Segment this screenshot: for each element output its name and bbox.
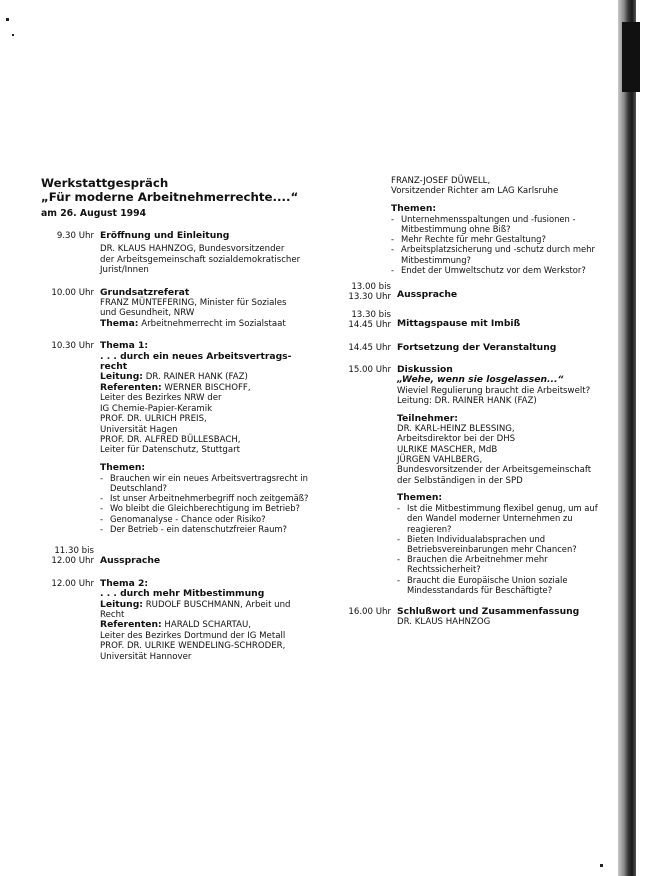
speaker-line: Bundesvorsitzender der Arbeitsgemeinschaft bbox=[397, 465, 592, 476]
speaker-line: Vorsitzender Richter am LAG Karlsruhe bbox=[391, 186, 559, 197]
agenda-item-diskussion bbox=[338, 365, 608, 595]
agenda-time: 11.30 bis bbox=[54, 545, 94, 556]
leitung-label: Leitung: bbox=[100, 371, 143, 383]
agenda-heading: Aussprache bbox=[397, 289, 458, 301]
agenda-time: 12.00 Uhr bbox=[51, 556, 94, 567]
event-date: am 26. August 1994 bbox=[41, 208, 147, 219]
speaker-line: PROF. DR. ALFRED BÜLLESBACH, bbox=[100, 434, 241, 445]
leitung-label: Leitung: bbox=[100, 598, 143, 610]
agenda-time: 12.00 Uhr bbox=[51, 578, 94, 589]
agenda-subheading: recht bbox=[100, 361, 128, 373]
agenda-time: 13.30 Uhr bbox=[348, 292, 391, 303]
agenda-subheading: . . . durch mehr Mitbestimmung bbox=[100, 588, 265, 600]
agenda-time: 16.00 Uhr bbox=[348, 606, 391, 617]
themen-heading: Themen: bbox=[100, 461, 146, 473]
list-item: - Arbeitsplatzsicherung und -schutz durch mehr Mitbestimmung? bbox=[391, 244, 608, 264]
agenda-time: 10.00 Uhr bbox=[51, 287, 94, 298]
scan-speck bbox=[6, 18, 9, 21]
left-column bbox=[41, 176, 331, 662]
list-item: - Braucht die Europäische Union soziale Mindesstandards für Beschäftigte? bbox=[397, 575, 608, 595]
agenda-item-fortsetzung bbox=[338, 343, 608, 353]
agenda-time: 15.00 Uhr bbox=[348, 365, 391, 376]
thema-line bbox=[100, 319, 331, 329]
list-item: - Brauchen wir ein neues Arbeitsvertragsrecht in Deutschland? bbox=[100, 473, 331, 493]
speaker-line: und Gesundheit, NRW bbox=[100, 308, 195, 319]
speaker-line: Leiter für Datenschutz, Stuttgart bbox=[100, 445, 241, 456]
agenda-item-thema-2 bbox=[41, 579, 331, 662]
referenten-line bbox=[100, 383, 331, 393]
list-item: - Wo bleibt die Gleichberechtigung im Betrieb? bbox=[100, 503, 331, 513]
agenda-heading: Diskussion bbox=[397, 364, 453, 376]
agenda-time: 13.00 bis bbox=[351, 282, 391, 293]
themen-heading: Themen: bbox=[391, 202, 437, 214]
list-item: - Ist unser Arbeitnehmerbegriff noch zeitgemäß? bbox=[100, 493, 331, 503]
agenda-time: 9.30 Uhr bbox=[56, 231, 94, 241]
title-line-1: Werkstattgespräch bbox=[41, 176, 169, 190]
agenda-heading: Mittagspause mit Imbiß bbox=[397, 317, 521, 329]
continued-block bbox=[338, 176, 608, 275]
referenten-label: Referenten: bbox=[100, 381, 162, 393]
agenda-heading: Grundsatzreferat bbox=[100, 286, 190, 298]
agenda-heading: Aussprache bbox=[100, 554, 161, 566]
speaker-line: ULRIKE MASCHER, MdB bbox=[397, 444, 498, 455]
referenten-line bbox=[100, 620, 331, 630]
scan-speck bbox=[600, 864, 603, 867]
speaker-line: Arbeitsdirektor bei der DHS bbox=[397, 434, 516, 445]
title-line-2: „Für moderne Arbeitnehmerrechte....“ bbox=[41, 190, 299, 204]
speaker-line: der Selbständigen in der SPD bbox=[397, 475, 523, 486]
list-item: - Endet der Umweltschutz vor dem Werkstor? bbox=[391, 265, 608, 275]
speaker-line: DR. KLAUS HAHNZOG, Bundesvorsitzender bbox=[100, 244, 285, 255]
agenda-item-grundsatzreferat bbox=[41, 288, 331, 330]
agenda-item-mittagspause bbox=[338, 310, 608, 331]
agenda-item-aussprache-1 bbox=[41, 546, 331, 567]
speaker-line: Leiter des Bezirkes Dortmund der IG Metall bbox=[100, 630, 286, 641]
list-item: - Ist die Mitbestimmung flexibel genug, um auf den Wandel moderner Unternehmen zu reagieren? bbox=[397, 503, 608, 534]
right-column bbox=[338, 176, 608, 628]
list-item: - Mehr Rechte für mehr Gestaltung? bbox=[391, 234, 608, 244]
speaker-line: Leiter des Bezirkes NRW der bbox=[100, 393, 222, 404]
speaker-line: DR. KARL-HEINZ BLESSING, bbox=[397, 423, 515, 434]
agenda-item-aussprache-2 bbox=[338, 282, 608, 303]
agenda-item-schlusswort bbox=[338, 607, 608, 628]
agenda-time: 14.45 Uhr bbox=[348, 320, 391, 331]
list-item: - Unternehmensspaltungen und -fusionen - Mitbestimmung ohne Biß? bbox=[391, 214, 608, 234]
thema-text: Arbeitnehmerrecht im Sozialstaat bbox=[141, 318, 286, 329]
leitung-line bbox=[100, 600, 331, 610]
speaker-line: Universität Hannover bbox=[100, 651, 192, 662]
referent-name: HARALD SCHARTAU, bbox=[164, 620, 252, 631]
scan-edge-mark bbox=[622, 22, 640, 92]
list-item: - Genomanalyse - Chance oder Risiko? bbox=[100, 514, 331, 524]
themen-list bbox=[100, 473, 331, 534]
leitung-line: Leitung: DR. RAINER HANK (FAZ) bbox=[397, 396, 537, 407]
thema-label: Thema: bbox=[100, 317, 139, 329]
agenda-item-thema-1 bbox=[41, 341, 331, 534]
speaker-line: PROF. DR. ULRICH PREIS, bbox=[100, 414, 207, 425]
speaker-line: Jurist/Innen bbox=[100, 265, 149, 276]
agenda-heading: Fortsetzung der Veranstaltung bbox=[397, 341, 557, 353]
speaker-line: IG Chemie-Papier-Keramik bbox=[100, 403, 213, 414]
themen-list bbox=[397, 503, 608, 595]
discussion-line: Wieviel Regulierung braucht die Arbeitswelt? bbox=[397, 385, 591, 396]
agenda-time: 13.30 bis bbox=[351, 309, 391, 320]
agenda-time: 10.30 Uhr bbox=[51, 341, 94, 352]
speaker-line: PROF. DR. ULRIKE WENDELING-SCHRODER, bbox=[100, 641, 286, 652]
agenda-heading: Schlußwort und Zusammenfassung bbox=[397, 605, 580, 617]
agenda-item-eroeffnung bbox=[41, 231, 331, 276]
discussion-quote: „Wehe, wenn sie losgelassen...“ bbox=[397, 374, 564, 386]
speaker-line: Recht bbox=[100, 609, 125, 620]
agenda-heading: Thema 2: bbox=[100, 577, 149, 589]
speaker-line: FRANZ MÜNTEFERING, Minister für Soziales bbox=[100, 298, 287, 309]
speaker-line: FRANZ-JOSEF DÜWELL, bbox=[391, 176, 491, 186]
scan-edge-shadow bbox=[618, 0, 636, 876]
list-item: - Der Betrieb - ein datenschutzfreier Raum? bbox=[100, 524, 331, 534]
speaker-line: JÜRGEN VAHLBERG, bbox=[397, 454, 483, 465]
speaker-line: der Arbeitsgemeinschaft sozialdemokratischer bbox=[100, 254, 301, 265]
themen-heading: Themen: bbox=[397, 492, 443, 504]
list-item: - Brauchen die Arbeitnehmer mehr Rechtssicherheit? bbox=[397, 554, 608, 574]
agenda-time: 14.45 Uhr bbox=[348, 342, 391, 353]
agenda-heading: Thema 1: bbox=[100, 340, 149, 352]
agenda-heading: Eröffnung und Einleitung bbox=[100, 230, 230, 241]
themen-list bbox=[391, 214, 608, 275]
speaker-line: DR. KLAUS HAHNZOG bbox=[397, 617, 491, 628]
leitung-text: DR. RAINER HANK (FAZ) bbox=[145, 372, 248, 383]
teilnehmer-heading: Teilnehmer: bbox=[397, 412, 458, 424]
agenda-subheading: . . . durch ein neues Arbeitsvertrags- bbox=[100, 350, 292, 362]
speaker-line: Universität Hagen bbox=[100, 424, 178, 435]
referenten-label: Referenten: bbox=[100, 619, 162, 631]
scan-speck bbox=[12, 34, 14, 36]
list-item: - Bieten Individualabsprachen und Betriebsvereinbarungen mehr Chancen? bbox=[397, 534, 608, 554]
referent-name: WERNER BISCHOFF, bbox=[164, 382, 251, 393]
leitung-text: RUDOLF BUSCHMANN, Arbeit und bbox=[145, 599, 291, 610]
